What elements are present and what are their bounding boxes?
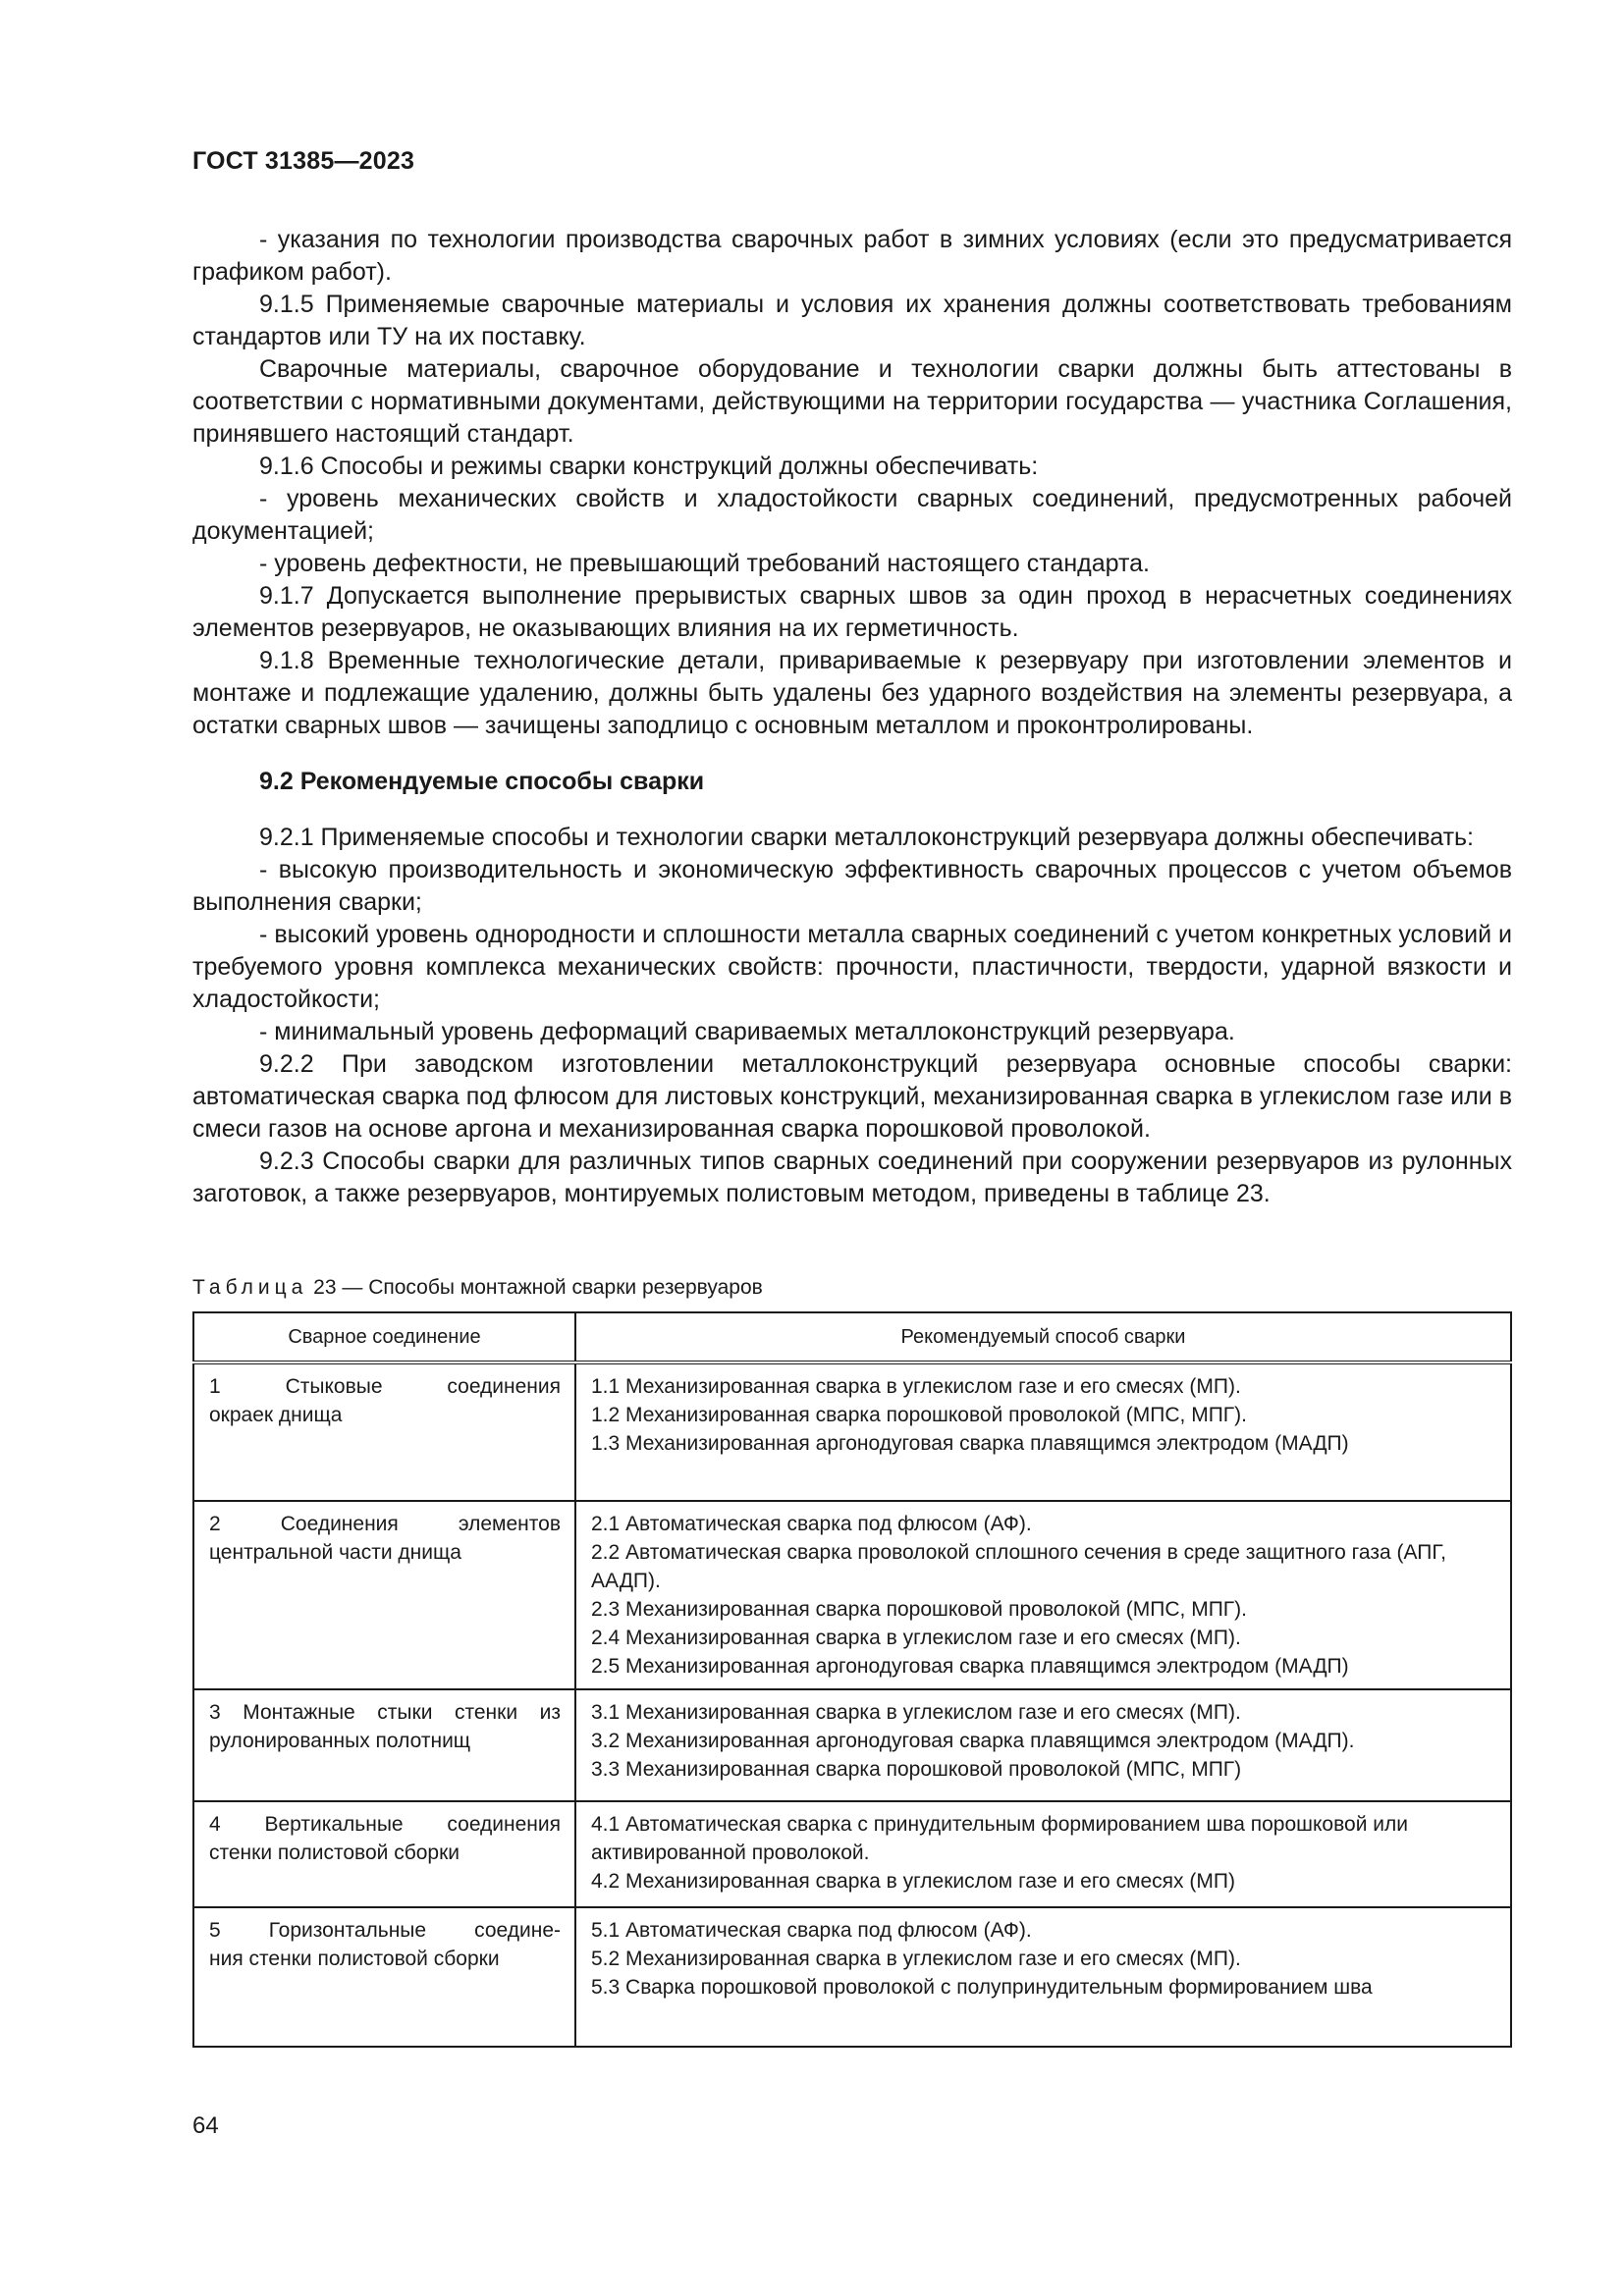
paragraph: - уровень дефектности, не превышающий требований настоящего стандарта. [259,550,1150,577]
table-caption-title: 23 — Способы монтажной сварки резервуаров [307,1276,763,1299]
method-item: 2.2 Автоматическая сварка проволокой сплошного сечения в среде защитного газа (АПГ, ААДП). [591,1541,1446,1592]
method-item: 3.1 Механизированная сварка в углекислом газе и его смесях (МП). [591,1701,1241,1724]
body-text [192,224,1512,1210]
joint-cell [193,1907,575,2047]
method-item: 2.4 Механизированная сварка в углекислом газе и его смесях (МП). [591,1627,1241,1649]
section-heading: 9.2 Рекомендуемые способы сварки [259,768,705,795]
table-caption-prefix: Таблица [192,1276,308,1299]
welding-methods-table [192,1311,1512,2048]
method-item: 4.1 Автоматическая сварка с принудительным формированием шва порошковой или активированной проволокой. [591,1813,1408,1864]
joint-line: ния стенки полистовой сборки [209,1948,500,1970]
column-header-joint: Сварное соединение [193,1312,575,1362]
paragraph: 9.1.6 Способы и режимы сварки конструкций должны обеспечивать: [259,453,1039,480]
document-header: ГОСТ 31385—2023 [192,147,415,175]
table-row [193,1801,1511,1907]
method-item: 5.3 Сварка порошковой проволокой с полупринудительным формированием шва [591,1976,1373,1999]
method-item: 5.1 Автоматическая сварка под флюсом (АФ). [591,1919,1032,1942]
method-cell [575,1362,1511,1501]
paragraph: - высокую производительность и экономическую эффективность сварочных процессов с учетом объемов выполнения сварки; [192,856,1512,916]
paragraph: 9.1.7 Допускается выполнение прерывистых сварных швов за один проход в нерасчетных соединениях элементов резервуаров, не оказывающих влияния на их герметичность. [192,582,1512,642]
paragraph: Сварочные материалы, сварочное оборудование и технологии сварки должны быть аттестованы в соответствии с нормативными документами, действующими на территории государства — участника Соглашения, принявшего настоящий стандарт. [192,355,1512,448]
table-row [193,1501,1511,1689]
paragraph: 9.1.8 Временные технологические детали, привариваемые к резервуару при изготовлении элементов и монтаже и подлежащие удалению, должны быть удалены без ударного воздействия на элементы резервуара, а остатки сварных швов — зачищены заподлицо с основным металлом и проконтролированы. [192,647,1512,739]
joint-cell [193,1362,575,1501]
paragraph: 9.1.5 Применяемые сварочные материалы и условия их хранения должны соответствовать требованиям стандартов или ТУ на их поставку. [192,291,1512,350]
method-cell [575,1907,1511,2047]
joint-cell [193,1801,575,1907]
table-header-row [193,1312,1511,1362]
method-item: 3.2 Механизированная аргонодуговая сварка плавящимся электродом (МАДП). [591,1730,1355,1752]
joint-line: 5 Горизонтальные соедине- [209,1919,561,1942]
method-item: 2.3 Механизированная сварка порошковой проволокой (МПС, МПГ). [591,1598,1248,1621]
paragraph: - уровень механических свойств и хладостойкости сварных соединений, предусмотренных рабочей документацией; [192,485,1512,545]
method-item: 1.1 Механизированная сварка в углекислом газе и его смесях (МП). [591,1375,1241,1398]
table-row [193,1689,1511,1801]
table-row [193,1362,1511,1501]
table-caption [192,1276,763,1300]
method-item: 2.1 Автоматическая сварка под флюсом (АФ). [591,1513,1032,1535]
method-item: 2.5 Механизированная аргонодуговая сварка плавящимся электродом (МАДП) [591,1655,1349,1678]
paragraph: - указания по технологии производства сварочных работ в зимних условиях (если это предусматривается графиком работ). [192,226,1512,286]
paragraph: 9.2.2 При заводском изготовлении металлоконструкций резервуара основные способы сварки: автоматическая сварка под флюсом для листовых конструкций, механизированная сварка в углекислом газе или в смеси газов на основе аргона и механизированная сварка порошковой проволокой. [192,1050,1512,1143]
joint-cell [193,1501,575,1689]
joint-line: окраек днища [209,1404,343,1426]
joint-line: рулонированных полотнищ [209,1730,471,1752]
method-cell [575,1501,1511,1689]
paragraph: 9.2.1 Применяемые способы и технологии сварки металлоконструкций резервуара должны обеспечивать: [259,824,1474,851]
method-item: 3.3 Механизированная сварка порошковой проволокой (МПС, МПГ) [591,1758,1242,1781]
table-row [193,1907,1511,2047]
joint-line: центральной части днища [209,1541,461,1564]
paragraph: - минимальный уровень деформаций свариваемых металлоконструкций резервуара. [259,1018,1235,1045]
joint-line: стенки полистовой сборки [209,1842,460,1864]
method-item: 1.2 Механизированная сварка порошковой проволокой (МПС, МПГ). [591,1404,1248,1426]
page-number: 64 [192,2112,219,2139]
joint-line: 1 Стыковые соединения [209,1375,561,1398]
joint-line: 3 Монтажные стыки стенки из [209,1701,561,1724]
paragraph: - высокий уровень однородности и сплошности металла сварных соединений с учетом конкретных условий и требуемого уровня комплекса механических свойств: прочности, пластичности, твердости, ударной вязкости и хладостойкости; [192,921,1512,1013]
joint-line: 4 Вертикальные соединения [209,1813,561,1836]
method-cell [575,1689,1511,1801]
method-item: 1.3 Механизированная аргонодуговая сварка плавящимся электродом (МАДП) [591,1432,1349,1455]
method-item: 4.2 Механизированная сварка в углекислом газе и его смесях (МП) [591,1870,1235,1893]
paragraph: 9.2.3 Способы сварки для различных типов сварных соединений при сооружении резервуаров из рулонных заготовок, а также резервуаров, монтируемых полистовым методом, приведены в таблице 23. [192,1148,1512,1207]
joint-line: 2 Соединения элементов [209,1513,561,1535]
method-cell [575,1801,1511,1907]
column-header-method: Рекомендуемый способ сварки [575,1312,1511,1362]
joint-cell [193,1689,575,1801]
method-item: 5.2 Механизированная сварка в углекислом газе и его смесях (МП). [591,1948,1241,1970]
